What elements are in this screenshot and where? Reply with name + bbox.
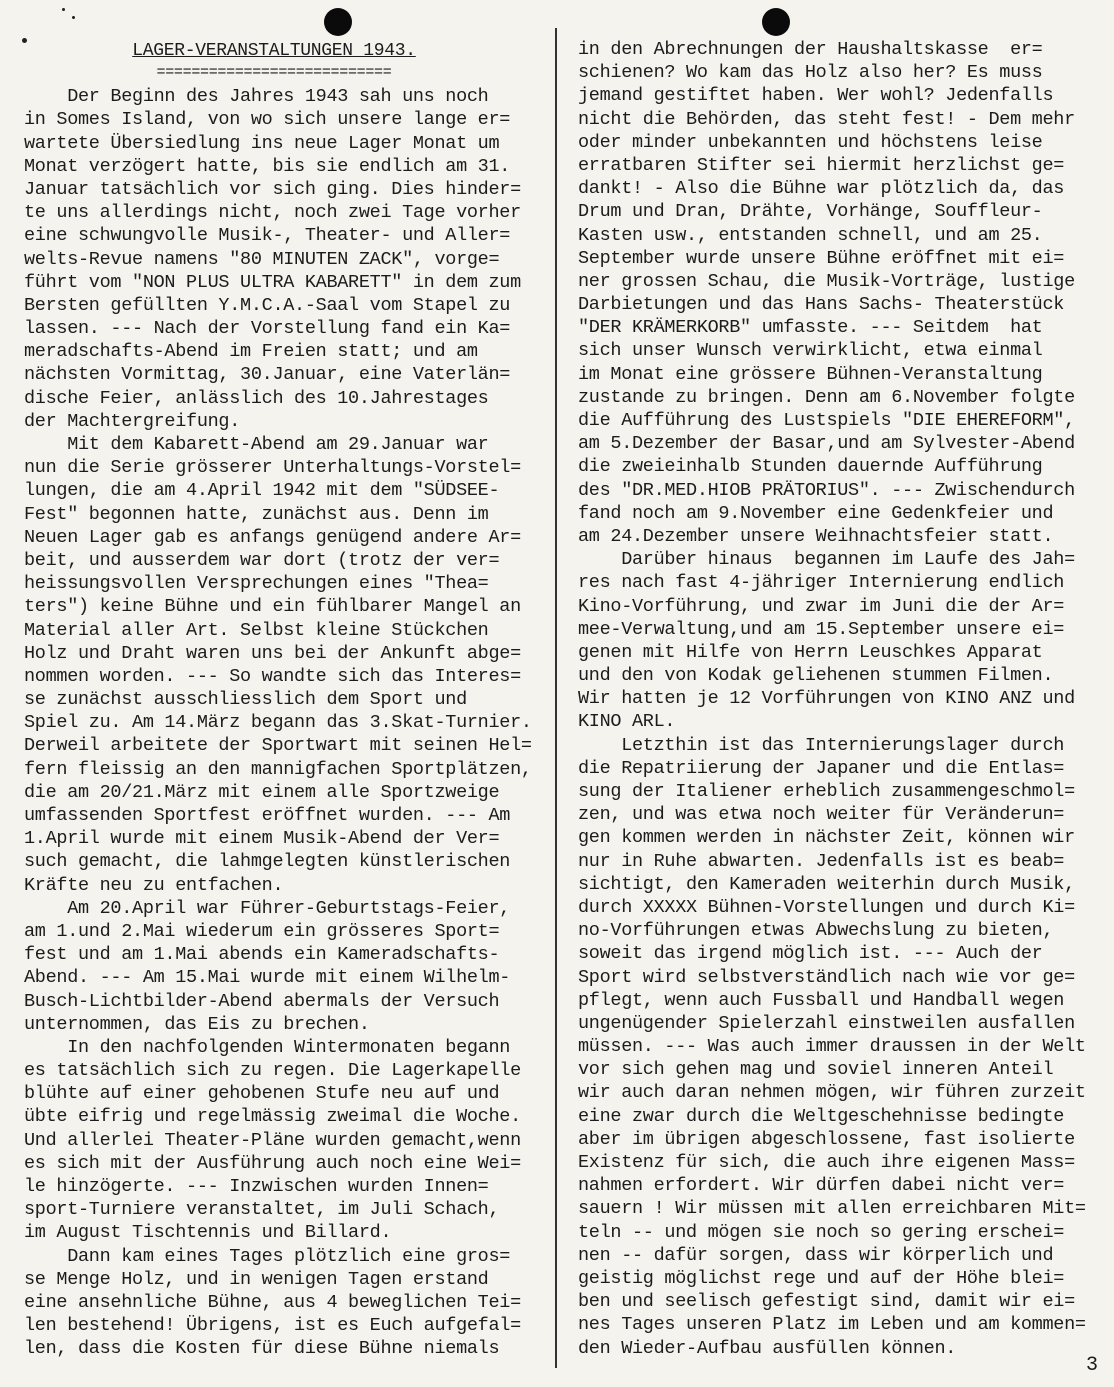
text-line: len bestehend! Übrigens, ist es Euch aufgefal= — [24, 1315, 521, 1337]
text-line: wartete Übersiedlung ins neue Lager Monat um — [24, 132, 500, 154]
text-line: sauern ! Wir müssen mit allen erreichbaren Mit= — [578, 1198, 1086, 1220]
text-line: Derweil arbeitete der Sportwart mit seinen Hel= — [24, 735, 532, 757]
text-line: mee-Verwaltung,und am 15.September unsere ei= — [578, 618, 1065, 640]
text-line: ner grossen Schau, die Musik-Vorträge, lustige — [578, 270, 1075, 292]
text-line: aber im übrigen abgeschlossene, fast isolierte — [578, 1128, 1075, 1150]
text-line: genen mit Hilfe von Herrn Leuschkes Apparat — [578, 641, 1043, 663]
paper-speck — [72, 16, 75, 19]
text-line: no-Vorführungen etwas Abwechslung zu bieten, — [578, 920, 1054, 942]
text-line: fest und am 1.Mai abends ein Kameradschafts- — [24, 944, 500, 966]
text-line: Wir hatten je 12 Vorführungen von KINO ANZ und — [578, 688, 1075, 710]
text-line: am 1.und 2.Mai wiederum ein grösseres Sport= — [24, 920, 500, 942]
text-line: in den Abrechnungen der Haushaltskasse er= — [578, 39, 1043, 60]
text-line: lungen, die am 4.April 1942 mit dem "SÜDSEE- — [24, 480, 500, 502]
punch-hole — [324, 8, 352, 36]
text-line: nächsten Vormittag, 30.Januar, eine Vaterlän= — [24, 364, 511, 386]
text-line: des "DR.MED.HIOB PRÄTORIUS". --- Zwischendurch — [578, 479, 1075, 501]
text-line: dankt! - Also die Bühne war plötzlich da, das — [578, 178, 1065, 200]
text-line: Mit dem Kabarett-Abend am 29.Januar war — [24, 434, 489, 455]
text-line: fand noch am 9.November eine Gedenkfeier und — [578, 502, 1054, 524]
text-line: nen -- dafür sorgen, dass wir körperlich und — [578, 1244, 1054, 1266]
text-line: Drum und Dran, Drähte, Vorhänge, Souffleur- — [578, 201, 1043, 223]
text-line: Darüber hinaus begannen im Laufe des Jah= — [578, 549, 1075, 571]
text-line: im August Tischtennis und Billard. — [24, 1222, 392, 1244]
text-line: teln -- und mögen sie noch so gering erschei= — [578, 1221, 1065, 1243]
text-line: es sich mit der Ausführung auch noch eine Wei= — [24, 1152, 521, 1174]
text-line: die am 20/21.März mit einem alle Sportzweige — [24, 781, 500, 803]
text-line: September wurde unsere Bühne eröffnet mit ei= — [578, 247, 1065, 269]
text-line: die Aufführung des Lustspiels "DIE EHEREFORM", — [578, 410, 1075, 431]
text-line: blühte auf einer gehobenen Stufe neu auf und — [24, 1083, 500, 1105]
paper-speck — [62, 8, 65, 11]
text-line: pflegt, wenn auch Fussball und Handball wegen — [578, 989, 1065, 1011]
text-line: ben und seelisch gefestigt sind, damit wir ei= — [578, 1291, 1075, 1313]
text-line: soweit das irgend möglich ist. --- Auch der — [578, 943, 1043, 965]
text-line: vor sich gehen mag und soviel inneren Anteil — [578, 1059, 1054, 1081]
text-line: Monat verzögert hatte, bis sie endlich am 31. — [24, 155, 511, 177]
text-line: KINO ARL. — [578, 711, 676, 733]
text-line: len, dass die Kosten für diese Bühne niemals — [24, 1338, 500, 1360]
text-line: nun die Serie grösserer Unterhaltungs-Vorstel= — [24, 457, 521, 479]
text-line: dische Feier, anlässlich des 10.Jahrestages — [24, 387, 489, 409]
text-line: In den nachfolgenden Wintermonaten begann — [24, 1036, 511, 1058]
text-line: fern fleissig an den mannigfachen Sportplätzen, — [24, 758, 532, 780]
text-line: nommen worden. --- So wandte sich das Interes= — [24, 665, 521, 687]
text-line: nes Tages unseren Platz im Leben und am kommen= — [578, 1314, 1086, 1336]
text-line: Busch-Lichtbilder-Abend abermals der Versuch — [24, 990, 500, 1012]
right-column — [578, 38, 1102, 1360]
text-line: jemand gestiftet haben. Wer wohl? Jedenfalls — [578, 85, 1054, 107]
text-line: Bersten gefüllten Y.M.C.A.-Saal vom Stapel zu — [24, 294, 511, 316]
text-line: am 24.Dezember unsere Weihnachtsfeier statt. — [578, 525, 1054, 547]
text-line: se Menge Holz, und in wenigen Tagen erstand — [24, 1268, 489, 1290]
text-line: erratbaren Stifter sei hiermit herzlichst ge= — [578, 154, 1065, 176]
text-line: res nach fast 4-jähriger Internierung endlich — [578, 572, 1065, 594]
text-line: Kino-Vorführung, und zwar im Juni die der Ar= — [578, 595, 1065, 617]
text-line: in Somes Island, von wo sich unsere lange er= — [24, 109, 511, 131]
text-line: Januar tatsächlich vor sich ging. Dies hinder= — [24, 178, 521, 200]
text-line: im Monat eine grössere Bühnen-Veranstaltung — [578, 363, 1043, 385]
text-line: Dann kam eines Tages plötzlich eine gros= — [24, 1245, 511, 1267]
text-line: Abend. --- Am 15.Mai wurde mit einem Wilhelm- — [24, 967, 511, 989]
text-line: nicht die Behörden, das steht fest! - Dem mehr — [578, 108, 1075, 130]
text-line: Letzthin ist das Internierungslager durch — [578, 734, 1065, 756]
text-line: gen kommen werden in nächster Zeit, können wir — [578, 827, 1075, 849]
text-line: die zweieinhalb Stunden dauernde Aufführung — [578, 456, 1043, 478]
text-line: beit, und ausserdem war dort (trotz der ver= — [24, 549, 500, 571]
text-line: Darbietungen und das Hans Sachs- Theaterstück — [578, 294, 1065, 316]
text-line: Und allerlei Theater-Pläne wurden gemacht,wenn — [24, 1129, 521, 1151]
text-line: Kasten usw., entstanden schnell, und am 25. — [578, 224, 1043, 246]
text-line: Sport wird selbstverständlich nach wie vor ge= — [578, 966, 1075, 988]
text-line: den Wieder-Aufbau ausfüllen können. — [578, 1337, 957, 1359]
left-column — [24, 40, 546, 1361]
text-line: wir auch daran nehmen mögen, wir führen zurzeit — [578, 1082, 1086, 1104]
column-divider — [555, 28, 557, 1368]
text-line: Spiel zu. Am 14.März begann das 3.Skat-Turnier. — [24, 712, 532, 734]
text-line: eine ansehnliche Bühne, aus 4 beweglichen Tei= — [24, 1291, 521, 1313]
text-line: eine zwar durch die Weltgeschehnisse bedingte — [578, 1105, 1065, 1127]
text-line: und den von Kodak geliehenen stummen Filmen. — [578, 665, 1054, 687]
text-line: sport-Turniere veranstaltet, im Juli Schach, — [24, 1199, 500, 1221]
text-line: umfassenden Sportfest eröffnet wurden. --- Am — [24, 805, 511, 826]
text-line: oder minder unbekannten und höchstens leise — [578, 131, 1043, 153]
text-line: Existenz für sich, die auch ihre eigenen Mass= — [578, 1152, 1075, 1173]
text-line: such gemacht, die lahmgelegten künstlerischen — [24, 851, 511, 873]
text-line: "DER KRÄMERKORB" umfasste. --- Seitdem hat — [578, 317, 1043, 339]
punch-hole — [762, 8, 790, 36]
text-line: am 5.Dezember der Basar,und am Sylvester-Abend — [578, 433, 1075, 455]
text-line: zen, und was etwa noch weiter für Veränderun= — [578, 804, 1065, 826]
text-line: ungenügender Spielerzahl einstweilen ausfallen — [578, 1012, 1075, 1034]
text-line: zustande zu bringen. Denn am 6.November folgte — [578, 386, 1075, 408]
document-title: LAGER-VERANSTALTUNGEN 1943. — [132, 41, 416, 61]
text-line: Am 20.April war Führer-Geburtstags-Feier, — [24, 897, 511, 919]
text-line: Der Beginn des Jahres 1943 sah uns noch — [24, 86, 489, 108]
text-line: geistig möglichst rege und auf der Höhe blei= — [578, 1267, 1065, 1289]
text-line: nahmen erfordert. Wir dürfen dabei nicht ver= — [578, 1175, 1065, 1197]
text-line: führt vom "NON PLUS ULTRA KABARETT" in dem zum — [24, 271, 521, 293]
text-line: übte eifrig und regelmässig zweimal die Woche. — [24, 1106, 521, 1128]
text-line: sung der Italiener erheblich zusammengeschmol= — [578, 781, 1075, 802]
text-line: Fest" begonnen hatte, zunächst aus. Denn im — [24, 503, 489, 525]
text-line: der Machtergreifung. — [24, 410, 241, 432]
text-line: se zunächst ausschliesslich dem Sport und — [24, 689, 467, 711]
text-line: welts-Revue namens "80 MINUTEN ZACK", vorge= — [24, 248, 500, 270]
page-number: 3 — [1085, 1354, 1098, 1377]
text-line: ters") keine Bühne und ein fühlbarer Mangel an — [24, 596, 521, 618]
text-line: unternommen, das Eis zu brechen. — [24, 1013, 370, 1035]
text-line: es tatsächlich sich zu regen. Die Lagerkapelle — [24, 1060, 521, 1082]
text-line: schienen? Wo kam das Holz also her? Es muss — [578, 62, 1043, 84]
text-line: le hinzögerte. --- Inzwischen wurden Innen= — [24, 1176, 489, 1197]
text-line: sichtigt, den Kameraden weiterhin durch Musik, — [578, 873, 1075, 895]
text-line: meradschafts-Abend im Freien statt; und am — [24, 341, 478, 363]
text-line: durch XXXXX Bühnen-Vorstellungen und durch Ki= — [578, 896, 1075, 918]
text-line: Holz und Draht waren uns bei der Ankunft abge= — [24, 642, 521, 664]
text-line: nur in Ruhe abwarten. Jedenfalls ist es beab= — [578, 850, 1065, 872]
text-line: lassen. --- Nach der Vorstellung fand ein Ka= — [24, 318, 511, 340]
text-line: Kräfte neu zu entfachen. — [24, 874, 284, 896]
text-line: 1.April wurde mit einem Musik-Abend der Ver= — [24, 828, 500, 850]
text-line: die Repatriierung der Japaner und die Entlas= — [578, 757, 1065, 779]
text-line: Material aller Art. Selbst kleine Stückchen — [24, 619, 489, 641]
text-line: te uns allerdings nicht, noch zwei Tage vorher — [24, 202, 521, 224]
title-rule: =========================== — [156, 64, 392, 82]
text-line: müssen. --- Was auch immer draussen in der Welt — [578, 1036, 1086, 1058]
text-line: Neuen Lager gab es anfangs genügend andere Ar= — [24, 526, 521, 548]
text-line: heissungsvollen Versprechungen eines "Thea= — [24, 573, 489, 595]
text-line: eine schwungvolle Musik-, Theater- und Aller= — [24, 225, 511, 247]
text-line: sich unser Wunsch verwirklicht, etwa einmal — [578, 340, 1043, 362]
